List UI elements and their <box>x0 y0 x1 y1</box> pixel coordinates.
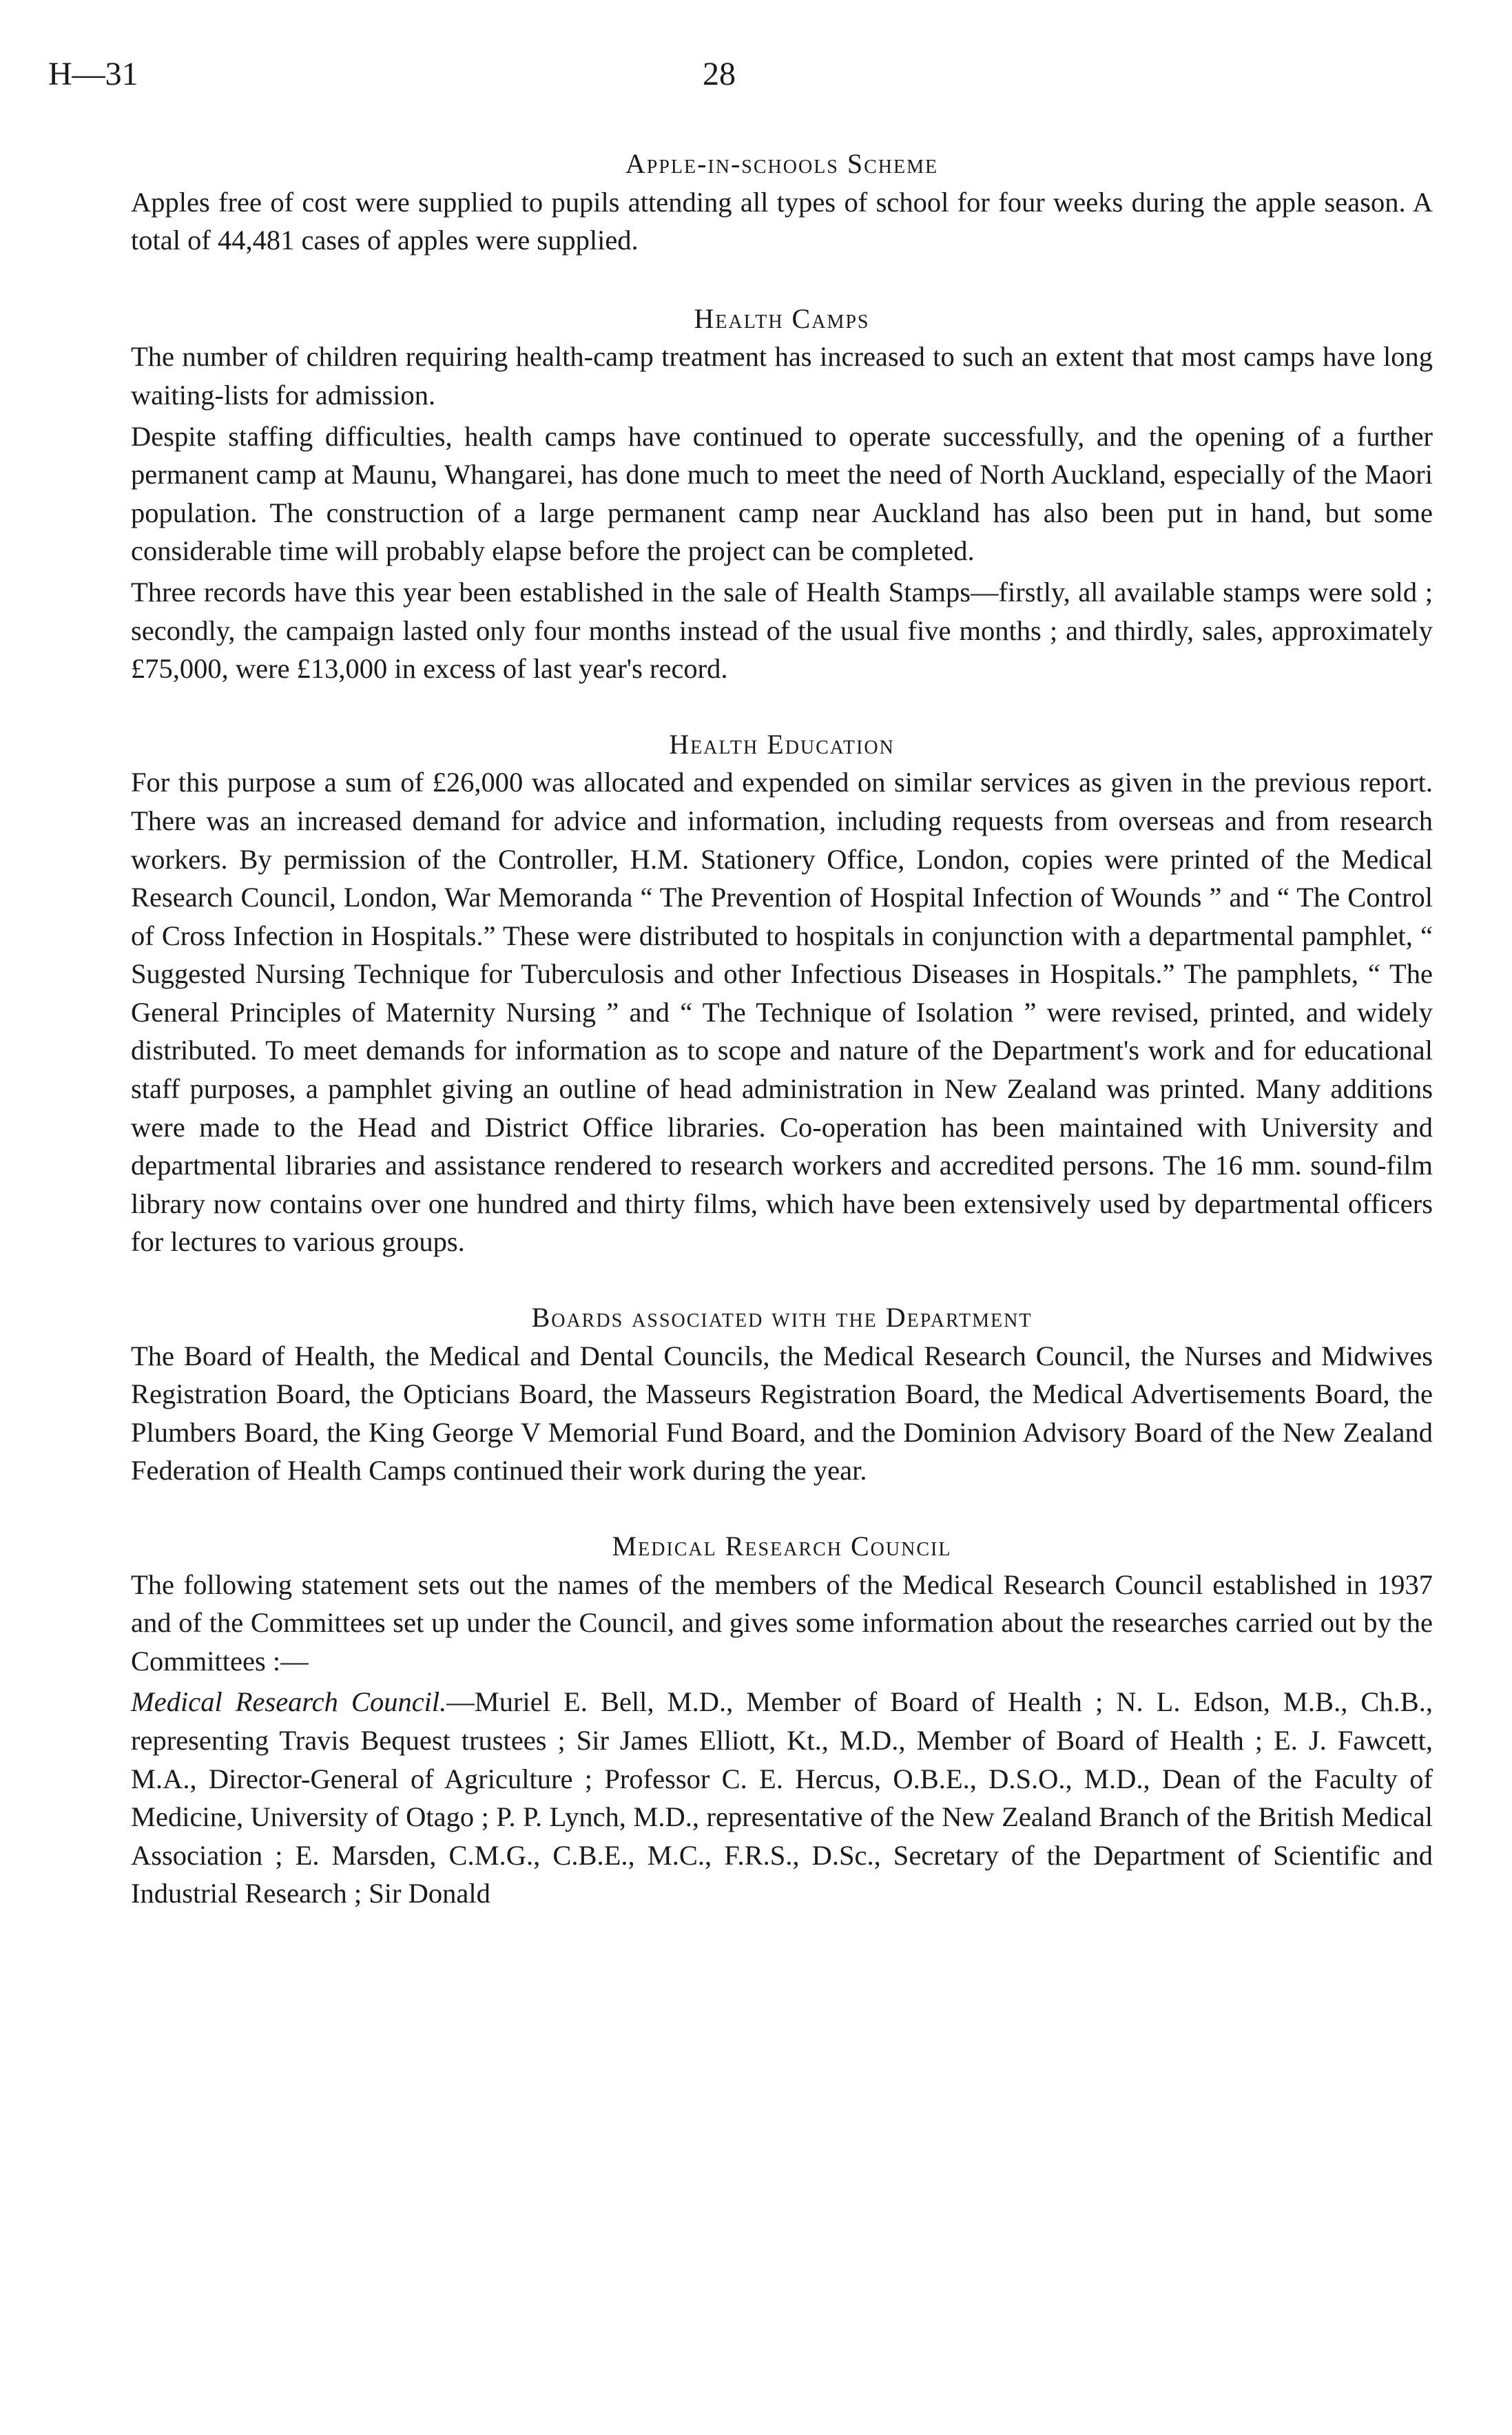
section-heading-health-camps: Health Camps <box>694 302 870 334</box>
paragraph: For this purpose a sum of £26,000 was allocated and expended on similar services as given in the previous report. There was an increased demand for advice and information, including requests from overseas and from research workers. By permission of the Controller, H.M. Stationery Office, London, copies were printed of the Medical Research Council, London, War Memoranda “ The Prevention of Hospital Infection of Wounds ” and “ The Control of Cross Infection in Hospitals.” These were distributed to hospitals in conjunction with a departmental pamphlet, “ Suggested Nursing Technique for Tuberculosis and other Infectious Diseases in Hospitals.” The pamphlets, “ The General Principles of Maternity Nursing ” and “ The Technique of Isolation ” were revised, printed, and widely distributed. To meet demands for information as to scope and nature of the Department's work and for educational staff purposes, a pamphlet giving an outline of head administration in New Zealand was printed. Many additions were made to the Head and District Office libraries. Co-operation has been maintained with University and departmental libraries and assistance rendered to research workers and accredited persons. The 16 mm. sound-film library now contains over one hundred and thirty films, which have been extensively used by departmental officers for lectures to various groups. <box>131 767 1433 1258</box>
section-heading-medical-research-council: Medical Research Council <box>612 1531 952 1562</box>
section-heading-apple: Apple-in-schools Scheme <box>625 148 939 179</box>
paragraph: The Board of Health, the Medical and Dental Councils, the Medical Research Council, the Nurses and Midwives Registration Board, the Opticians Board, the Masseurs Registration Board, the Medical Advertisements Board, the Plumbers Board, the King George V Memorial Fund Board, and the Dominion Advisory Board of the New Zealand Federation of Health Camps continued their work during the year. <box>131 1340 1433 1486</box>
council-members-text: —Muriel E. Bell, M.D., Member of Board of Health ; N. L. Edson, M.B., Ch.B., representing Travis Bequest trustees ; Sir James Elliott, Kt., M.D., Member of Board of Health ; E. J. Fawcett, M.A., Director-General of Agriculture ; Professor C. E. Hercus, O.B.E., D.S.O., M.D., Dean of the Faculty of Medicine, University of Otago ; P. P. Lynch, M.D., representative of the New Zealand Branch of the British Medical Association ; E. Marsden, C.M.G., C.B.E., M.C., F.R.S., D.Sc., Secretary of the Department of Scientific and Industrial Research ; Sir Donald <box>131 1686 1433 1909</box>
section-heading-health-education: Health Education <box>669 728 895 760</box>
paragraph: Despite staffing difficulties, health camps have continued to operate successfully, and the opening of a further permanent camp at Maunu, Whangarei, has done much to meet the need of North Auckland, especially of the Maori population. The construction of a large permanent camp near Auckland has also been put in hand, but some considerable time will probably elapse before the project can be completed. <box>131 420 1433 567</box>
report-reference: H—31 <box>48 56 138 92</box>
council-lead: Medical Research Council. <box>131 1686 447 1718</box>
paragraph-council-members <box>131 1683 1433 1913</box>
paragraph: The number of children requiring health-camp treatment has increased to such an extent that most camps have long waiting-lists for admission. <box>131 341 1433 411</box>
page-number: 28 <box>703 56 736 92</box>
paragraph: Apples free of cost were supplied to pupils attending all types of school for four weeks during the apple season. A total of 44,481 cases of apples were supplied. <box>131 186 1433 256</box>
paragraph: Three records have this year been established in the sale of Health Stamps—firstly, all available stamps were sold ; secondly, the campaign lasted only four months instead of the usual five months ; and thirdly, sales, approximately £75,000, were £13,000 in excess of last year's record. <box>131 576 1433 685</box>
section-heading-boards: Boards associated with the Department <box>531 1302 1033 1334</box>
paragraph: The following statement sets out the names of the members of the Medical Research Council established in 1937 and of the Committees set up under the Council, and gives some information about the researches carried out by the Committees :— <box>131 1568 1433 1677</box>
body-column <box>131 145 1433 1913</box>
